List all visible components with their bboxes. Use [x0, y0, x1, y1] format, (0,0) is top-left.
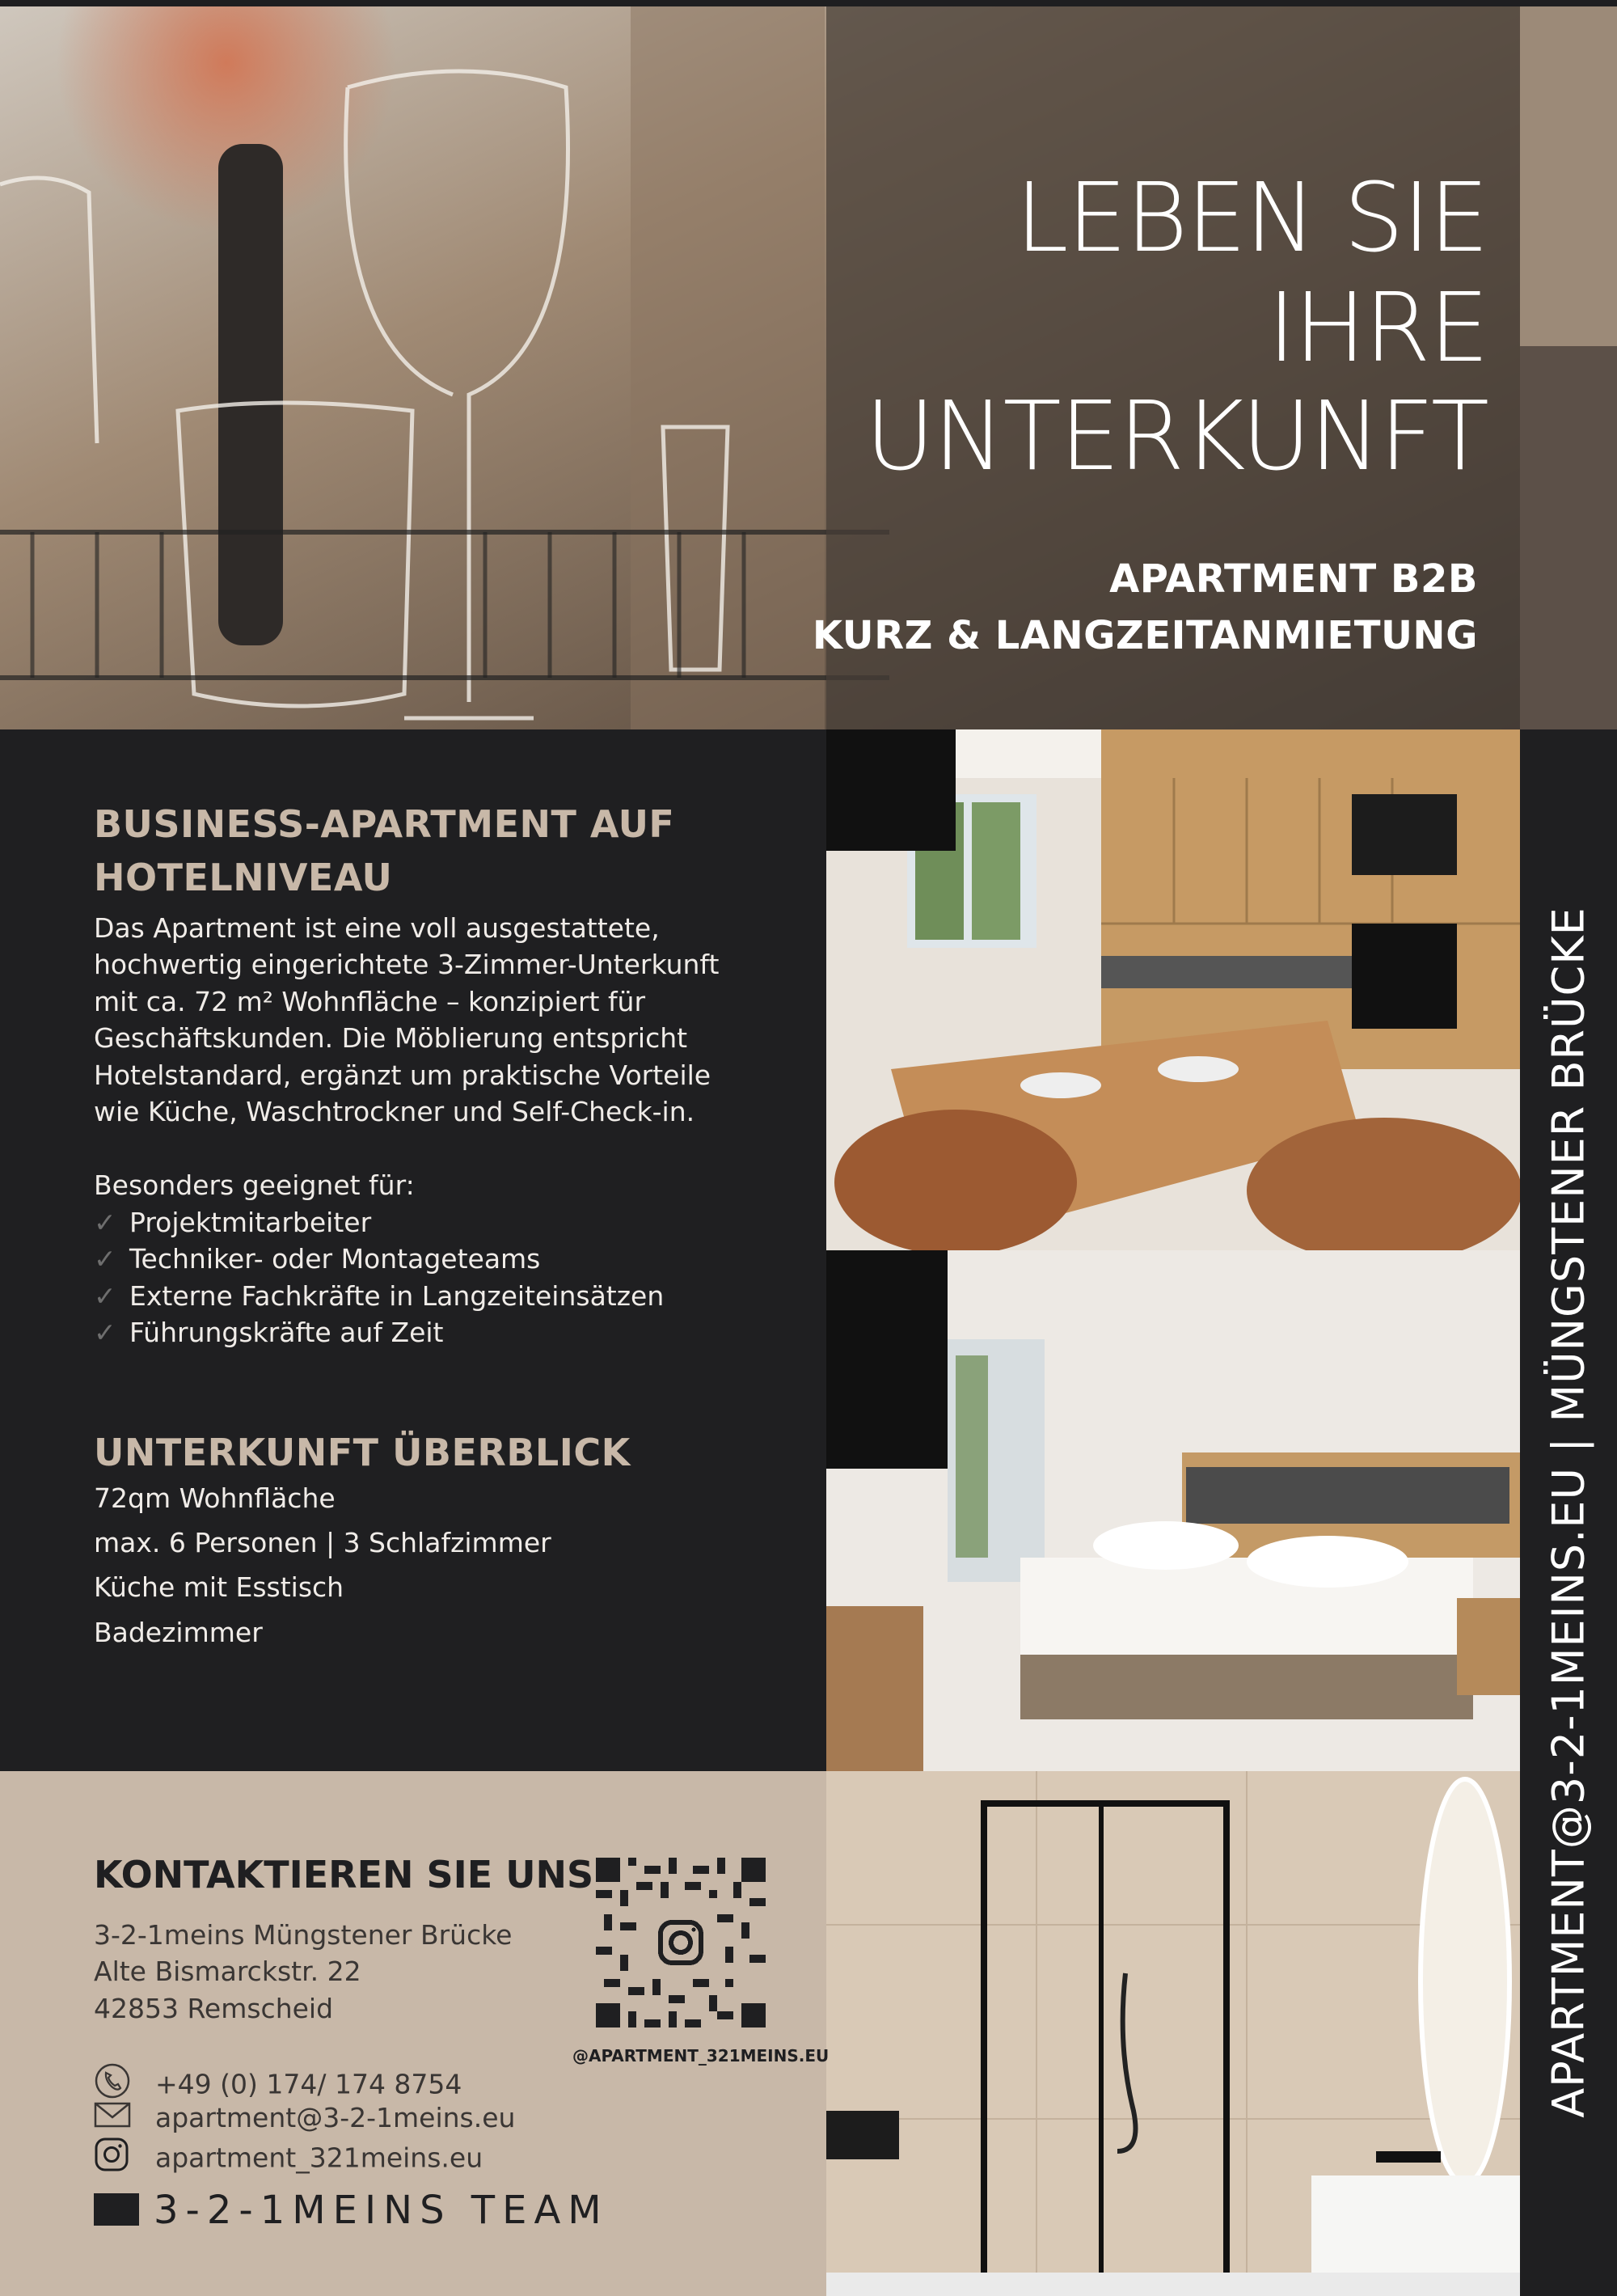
business-paragraph-line: Geschäftskunden. Die Möblierung entspricht — [94, 1022, 688, 1054]
suited-for-label: Besonders geeignet für: — [94, 1169, 415, 1201]
suited-item: ✓ Führungskräfte auf Zeit — [94, 1314, 443, 1351]
business-heading-line-2: HOTELNIVEAU — [94, 856, 393, 899]
qr-code[interactable] — [596, 1858, 766, 2027]
suited-item: ✓ Techniker- oder Montageteams — [94, 1241, 540, 1277]
phone-row[interactable]: +49 (0) 174/ 174 8754 — [94, 2062, 462, 2109]
check-icon: ✓ — [94, 1317, 116, 1348]
suited-item: ✓ Projektmitarbeiter — [94, 1204, 371, 1241]
business-paragraph-line: Hotelstandard, ergänzt um praktische Vorteile — [94, 1059, 711, 1091]
qr-caption: @APARTMENT_321MEINS.EU — [572, 2046, 830, 2066]
business-paragraph-line: mit ca. 72 m² Wohnfläche – konzipiert für — [94, 986, 646, 1017]
team-signature: 3-2-1MEINS TEAM — [94, 2188, 609, 2232]
check-icon: ✓ — [94, 1207, 116, 1238]
overview-item: Badezimmer — [94, 1617, 263, 1648]
contact-heading: KONTAKTIEREN SIE UNS — [94, 1853, 594, 1896]
check-icon: ✓ — [94, 1243, 116, 1275]
hero-subtitle-line-1: APARTMENT B2B — [1109, 556, 1478, 602]
address-line: Alte Bismarckstr. 22 — [94, 1956, 361, 1987]
business-heading-line-1: BUSINESS-APARTMENT AUF — [94, 802, 675, 846]
hero-title-line-2: IHRE — [1267, 272, 1488, 383]
hero-title-line-1: LEBEN SIE — [1015, 162, 1488, 273]
email-row[interactable]: apartment@3-2-1meins.eu — [94, 2099, 515, 2138]
vertical-contact-text: APARTMENT@3-2-1MEINS.EU | MÜNGSTENER BRÜCKE — [1543, 907, 1594, 2118]
overview-item: Küche mit Esstisch — [94, 1571, 344, 1603]
check-icon: ✓ — [94, 1280, 116, 1312]
team-square-mark — [94, 2193, 139, 2226]
instagram-row[interactable]: apartment_321meins.eu — [94, 2137, 483, 2182]
overview-heading: UNTERKUNFT ÜBERBLICK — [94, 1431, 631, 1474]
photo-bathroom — [826, 1771, 1520, 2296]
instagram-icon — [94, 2137, 155, 2182]
suited-item: ✓ Externe Fachkräfte in Langzeiteinsätzen — [94, 1278, 664, 1314]
business-paragraph-line: hochwertig eingerichtete 3-Zimmer-Unterkunft — [94, 949, 720, 980]
hero-photo-edge — [1520, 6, 1617, 729]
hero-subtitle-line-2: KURZ & LANGZEITANMIETUNG — [812, 613, 1478, 658]
photo-bedroom — [826, 1250, 1520, 1771]
overview-item: 72qm Wohnfläche — [94, 1482, 336, 1514]
business-paragraph-line: wie Küche, Waschtrockner und Self-Check-in. — [94, 1096, 695, 1127]
overview-item: max. 6 Personen | 3 Schlafzimmer — [94, 1527, 551, 1558]
business-paragraph-line: Das Apartment ist eine voll ausgestattete, — [94, 912, 660, 944]
photo-kitchen-dining — [826, 729, 1520, 1250]
address-line: 3-2-1meins Müngstener Brücke — [94, 1919, 513, 1951]
address-line: 42853 Remscheid — [94, 1993, 334, 2024]
hero-title-line-3: UNTERKUNFT — [865, 380, 1488, 492]
envelope-icon — [94, 2101, 155, 2138]
